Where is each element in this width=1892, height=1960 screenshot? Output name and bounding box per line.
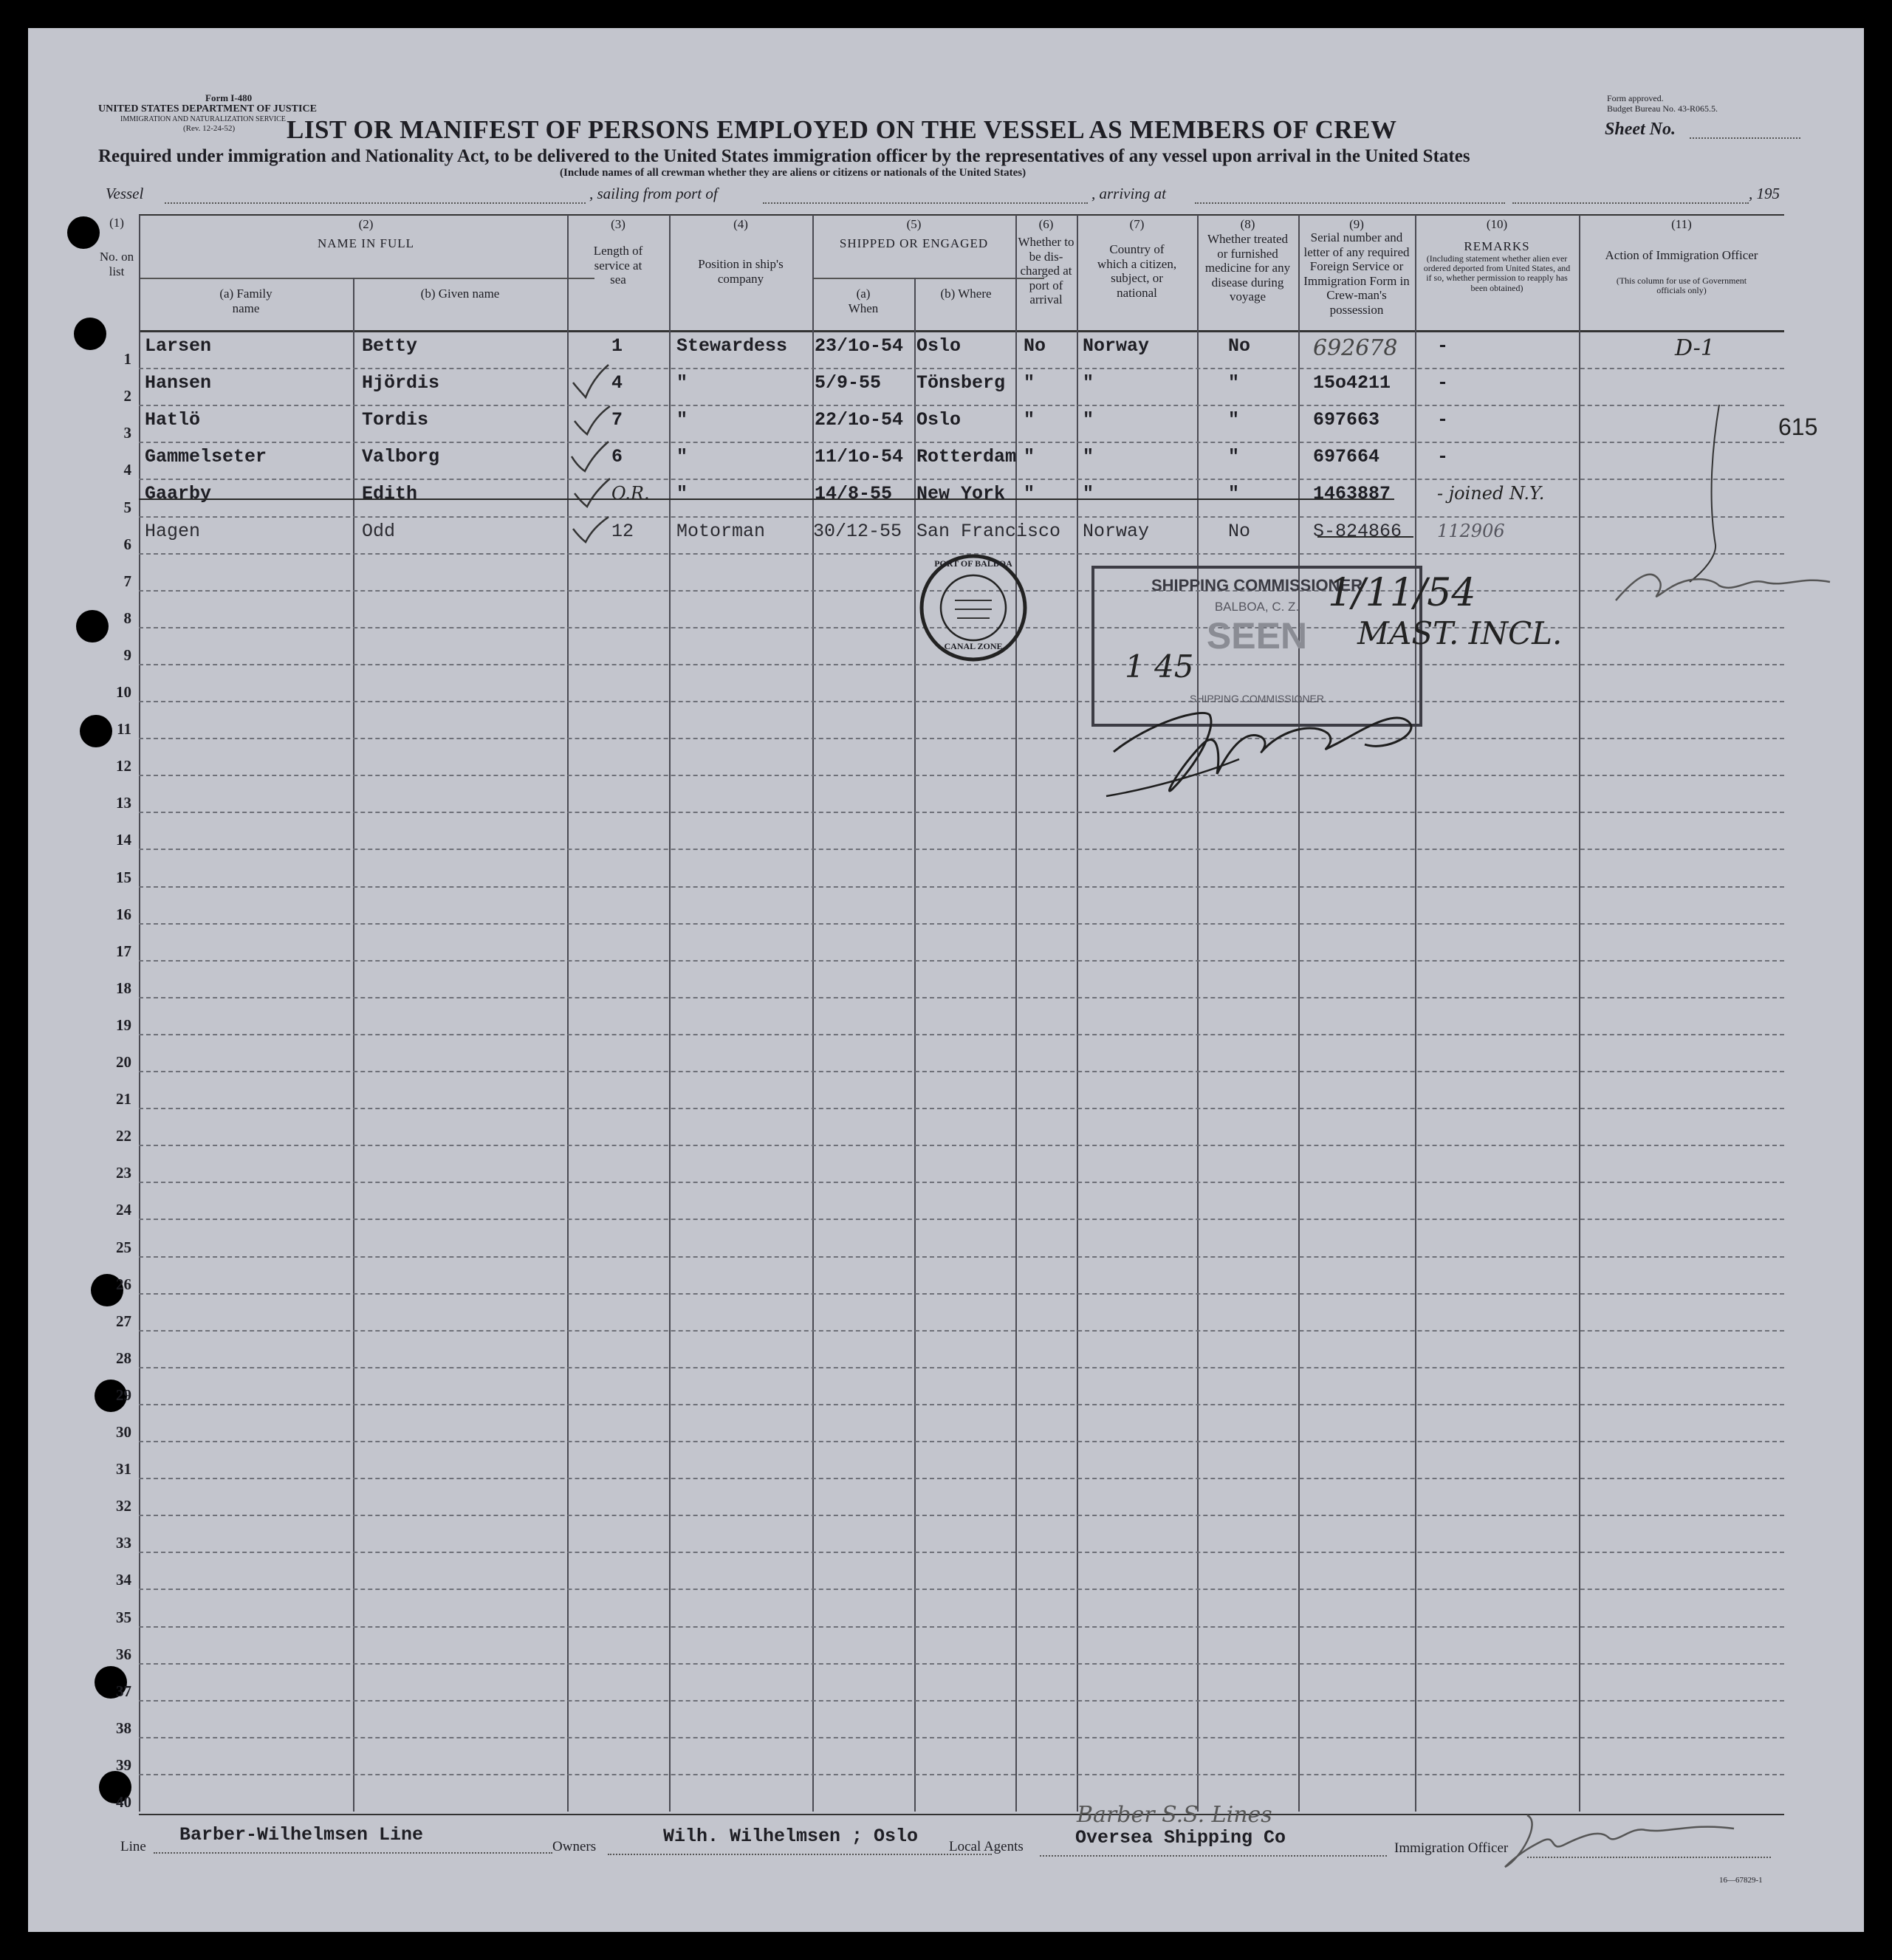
row-number: 16 [116,905,131,923]
sailing-line [763,202,1088,204]
row-rule [139,1182,1784,1183]
row-number: 27 [116,1312,131,1330]
vessel-label: Vessel [106,185,144,202]
row-number: 15 [116,868,131,886]
side-signature [1608,560,1845,611]
shipped-where-cell: Oslo [916,409,962,431]
seal-top-text: PORT OF BALBOA [934,558,1012,569]
punch-hole [67,216,100,249]
treated-cell: " [1228,372,1240,394]
shipped-when-cell: 23/1o-54 [815,335,904,357]
row-number: 13 [116,794,131,812]
country-cell: " [1083,409,1094,431]
owners-underline [608,1854,992,1855]
row-number: 32 [116,1497,131,1515]
row-number: 18 [116,979,131,997]
row-number: 17 [116,942,131,960]
discharged-cell: No [1024,335,1046,357]
row-rule [139,1108,1784,1109]
shipped-when-cell: 5/9-55 [815,372,882,394]
col5-number: (5) [906,217,922,231]
row-number: 6 [123,535,131,553]
arriving-label: , arriving at [1091,185,1166,202]
col10-header: REMARKS [1464,239,1530,253]
family-name-cell: Gaarby [145,483,212,505]
col4-header: Position in ship's company [698,257,784,286]
handwritten-number: 1 45 [1125,648,1194,685]
shipped-when-cell: 11/1o-54 [815,446,904,468]
shipped-where-cell: Oslo [916,335,962,357]
department-name: UNITED STATES DEPARTMENT OF JUSTICE [98,103,317,114]
rect-stamp-line3: SEEN [1206,615,1308,657]
col4-number: (4) [733,217,748,231]
row-number: 1 [123,350,131,369]
col2b-header: (b) Given name [420,287,500,301]
row-number: 30 [116,1423,131,1441]
remarks-cell: - [1437,372,1449,394]
strike-row-5 [139,498,1394,500]
handwritten-date: 1/11/54 [1328,571,1476,615]
given-name-cell: Betty [362,335,418,357]
owners-value: Wilh. Wilhelmsen ; Oslo [663,1826,919,1847]
row-number: 3 [123,424,131,442]
shipped-when-cell: 14/8-55 [815,483,893,505]
col8-number: (8) [1240,217,1255,231]
serial-number-cell: 697663 [1313,409,1380,431]
row-number: 23 [116,1164,131,1182]
row-rule [139,442,1784,443]
col3-header: Length of service at sea [593,244,643,287]
serial-number-cell: 1463887 [1313,483,1391,505]
action-cell: D-1 [1675,335,1715,361]
given-name-cell: Odd [362,520,396,542]
immigration-officer-signature [1498,1800,1749,1874]
agents-label: Local Agents [949,1839,1024,1854]
officer-underline [1527,1857,1771,1858]
country-cell: " [1083,483,1094,505]
form-number: Form I-480 [205,92,253,103]
seal-bottom-text: CANAL ZONE [944,641,1003,651]
rect-stamp-line2: BALBOA, C. Z. [1214,600,1300,614]
row-number: 35 [116,1608,131,1626]
col2-header: NAME IN FULL [318,236,414,250]
service-length-cell: O.R. [611,483,650,504]
row-number: 7 [123,572,131,590]
col-rule [1579,215,1580,1812]
col10-number: (10) [1486,217,1508,231]
row-number: 2 [123,387,131,405]
col-rule [1298,215,1300,1812]
sheet-no-line [1690,137,1800,139]
rect-stamp-line1: SHIPPING COMMISSIONER [1151,576,1363,594]
col-rule [669,215,671,1812]
shipped-where-cell: New York [916,483,1006,505]
row-number: 5 [123,498,131,516]
col6-header: Whether to be dis-charged at port of arrival [1018,235,1074,307]
col11-header: Action of Immigration Officer [1605,248,1758,262]
given-name-cell: Edith [362,483,418,505]
name-subrule [140,278,594,279]
col-rule [1197,215,1199,1812]
line-label: Line [120,1839,146,1854]
row-number: 29 [116,1385,131,1404]
officer-label: Immigration Officer [1394,1840,1509,1856]
position-cell: " [676,409,688,431]
col5-header: SHIPPED OR ENGAGED [839,236,989,250]
col6-number: (6) [1038,217,1054,231]
service-length-cell: 7 [611,409,623,431]
punch-hole [74,318,106,350]
row-rule [139,1367,1784,1368]
row-number: 20 [116,1053,131,1071]
manifest-sheet [28,28,1864,1932]
row-rule [139,960,1784,962]
officer-signature [1091,663,1461,803]
row-rule [139,1589,1784,1590]
rect-stamp-line4: SHIPPING COMMISSIONER [1189,693,1325,705]
shipped-when-cell: 22/1o-54 [815,409,904,431]
row-number: 38 [116,1719,131,1737]
arriving-line [1195,202,1505,204]
col1-number: (1) [109,216,124,230]
given-name-cell: Tordis [362,409,429,431]
shipped-where-cell: San Francisco [916,520,1061,542]
remarks-cell: - joined N.Y. [1437,483,1545,504]
row-rule [139,1774,1784,1775]
row-rule [139,1626,1784,1628]
treated-cell: No [1228,520,1251,542]
row-rule [139,1034,1784,1035]
discharged-cell: " [1024,372,1035,394]
row-number: 9 [123,645,131,664]
year-line [1512,202,1749,204]
sailing-label: , sailing from port of [589,185,718,202]
treated-cell: No [1228,335,1251,357]
year-label: , 195 [1749,185,1780,202]
row-number: 28 [116,1349,131,1367]
col-rule [1077,215,1078,1812]
row-number: 8 [123,609,131,627]
treated-cell: " [1228,409,1240,431]
col1-header: No. on list [99,250,134,278]
vessel-line [165,202,586,204]
action-cell: 615 [1778,414,1818,441]
serial-number-cell: 15o4211 [1313,372,1391,394]
row-rule [139,738,1784,739]
row-rule [139,812,1784,813]
col2-number: (2) [358,217,374,231]
row-rule [139,1145,1784,1146]
service-length-cell: 1 [611,335,623,357]
remarks-cell: - [1437,335,1449,357]
discharged-cell: " [1024,483,1035,505]
row-number: 37 [116,1682,131,1700]
serial-number-cell: 692678 [1313,335,1398,361]
row-rule [139,1256,1784,1258]
col-rule [812,215,814,1812]
family-name-cell: Larsen [145,335,212,357]
row-rule [139,1737,1784,1738]
form-approved: Form approved. [1607,93,1664,103]
col5b-header: (b) Where [940,287,992,301]
col7-number: (7) [1129,217,1145,231]
line-underline [154,1852,552,1854]
shipped-where-cell: Rotterdam [916,446,1017,468]
family-name-cell: Hatlö [145,409,201,431]
strike-serial-6 [1317,536,1413,538]
position-cell: " [676,446,688,468]
row-rule [139,997,1784,998]
serial-number-cell: S-824866 [1313,520,1402,542]
row-number: 31 [116,1460,131,1478]
row-rule [139,1404,1784,1405]
row-number: 33 [116,1534,131,1552]
serial-number-cell: 697664 [1313,446,1380,468]
row-rule [139,1663,1784,1665]
family-name-cell: Hagen [145,520,201,542]
row-rule [139,849,1784,850]
col11-note: (This column for use of Government officials only) [1616,275,1747,296]
given-name-cell: Hjördis [362,372,440,394]
row-number: 24 [116,1201,131,1219]
col3-number: (3) [611,217,625,231]
row-number: 26 [116,1275,131,1293]
row-number: 25 [116,1238,131,1256]
row-number: 19 [116,1015,131,1034]
row-rule [139,886,1784,888]
page-title: LIST OR MANIFEST OF PERSONS EMPLOYED ON THE VESSEL AS MEMBERS OF CREW [287,115,1397,144]
discharged-cell: " [1024,409,1035,431]
agents-underline [1040,1855,1387,1857]
sheet-no-label: Sheet No. [1605,120,1676,139]
service-length-cell: 12 [611,520,634,542]
check-marks [545,353,626,545]
position-cell: " [676,483,688,505]
row-number: 22 [116,1127,131,1145]
discharged-cell: " [1024,446,1035,468]
owners-label: Owners [552,1839,597,1854]
header-bottom-rule [139,330,1784,332]
agents-value: Oversea Shipping Co [1075,1827,1286,1848]
col7-header: Country of which a citizen, subject, or national [1097,242,1177,300]
remarks-cell: 112906 [1437,520,1505,541]
service-length-cell: 4 [611,372,623,394]
row-rule [139,701,1784,702]
row-number: 10 [116,683,131,701]
position-cell: Motorman [676,520,766,542]
col9-header: Serial number and letter of any required Foreign Service or Immigration Form in Crew-man's possession [1303,230,1410,317]
country-cell: " [1083,446,1094,468]
position-cell: " [676,372,688,394]
remarks-cell: - [1437,409,1449,431]
budget-bureau: Budget Bureau No. 43-R065.5. [1607,103,1718,114]
row-rule [139,923,1784,925]
row-rule [139,516,1784,518]
shipped-subrule [812,278,1044,279]
include-note: (Include names of all crewman whether they are aliens or citizens or nationals of the United States) [560,167,1026,179]
col-rule [1415,215,1416,1812]
treated-cell: " [1228,483,1240,505]
page-subtitle: Required under immigration and Nationality Act, to be delivered to the United States immigration officer by the representatives of any vessel upon arrival in the United States [98,146,1470,166]
treated-cell: " [1228,446,1240,468]
row-rule [139,1330,1784,1332]
row-rule [139,1071,1784,1072]
col11-number: (11) [1671,217,1692,231]
position-cell: Stewardess [676,335,788,357]
country-cell: " [1083,372,1094,394]
row-number: 40 [116,1793,131,1811]
col-rule [353,278,354,1812]
col5a-header: (a) When [848,287,879,315]
col-rule [139,215,140,1812]
col10-note: (Including statement whether alien ever ordered deported from United States, and if so, whether permission to reapply has been obtained) [1423,253,1571,293]
country-cell: Norway [1083,520,1150,542]
row-rule [139,1552,1784,1553]
row-number: 39 [116,1755,131,1774]
row-rule [139,479,1784,480]
row-number: 4 [123,461,131,479]
row-rule [139,1441,1784,1442]
agents-handwritten: Barber S.S. Lines [1077,1802,1272,1828]
row-number: 34 [116,1571,131,1589]
col-rule [914,278,916,1812]
country-cell: Norway [1083,335,1150,357]
row-rule [139,1515,1784,1516]
line-value: Barber-Wilhelmsen Line [179,1824,424,1846]
revision: (Rev. 12-24-52) [183,124,236,133]
family-name-cell: Hansen [145,372,212,394]
row-rule [139,1478,1784,1479]
shipped-when-cell: 30/12-55 [813,520,902,542]
service-length-cell: 6 [611,446,623,468]
family-name-cell: Gammelseter [145,446,267,468]
remarks-cell: - [1437,446,1449,468]
row-rule [139,1219,1784,1220]
row-rule [139,1293,1784,1295]
row-number: 11 [117,720,131,739]
row-number: 12 [116,757,131,775]
service-name: IMMIGRATION AND NATURALIZATION SERVICE [120,115,286,123]
col9-number: (9) [1349,217,1364,231]
col8-header: Whether treated or furnished medicine for any disease during voyage [1204,232,1291,304]
given-name-cell: Valborg [362,446,440,468]
row-rule [139,368,1784,369]
row-number: 21 [116,1090,131,1109]
col2a-header: (a) Family name [219,287,273,315]
row-rule [139,775,1784,776]
shipped-where-cell: Tönsberg [916,372,1006,394]
handwritten-note: MAST. INCL. [1357,615,1563,651]
row-rule [139,405,1784,406]
row-rule [139,1700,1784,1702]
row-number: 14 [116,831,131,849]
print-code: 16—67829-1 [1719,1876,1763,1885]
row-number: 36 [116,1645,131,1663]
